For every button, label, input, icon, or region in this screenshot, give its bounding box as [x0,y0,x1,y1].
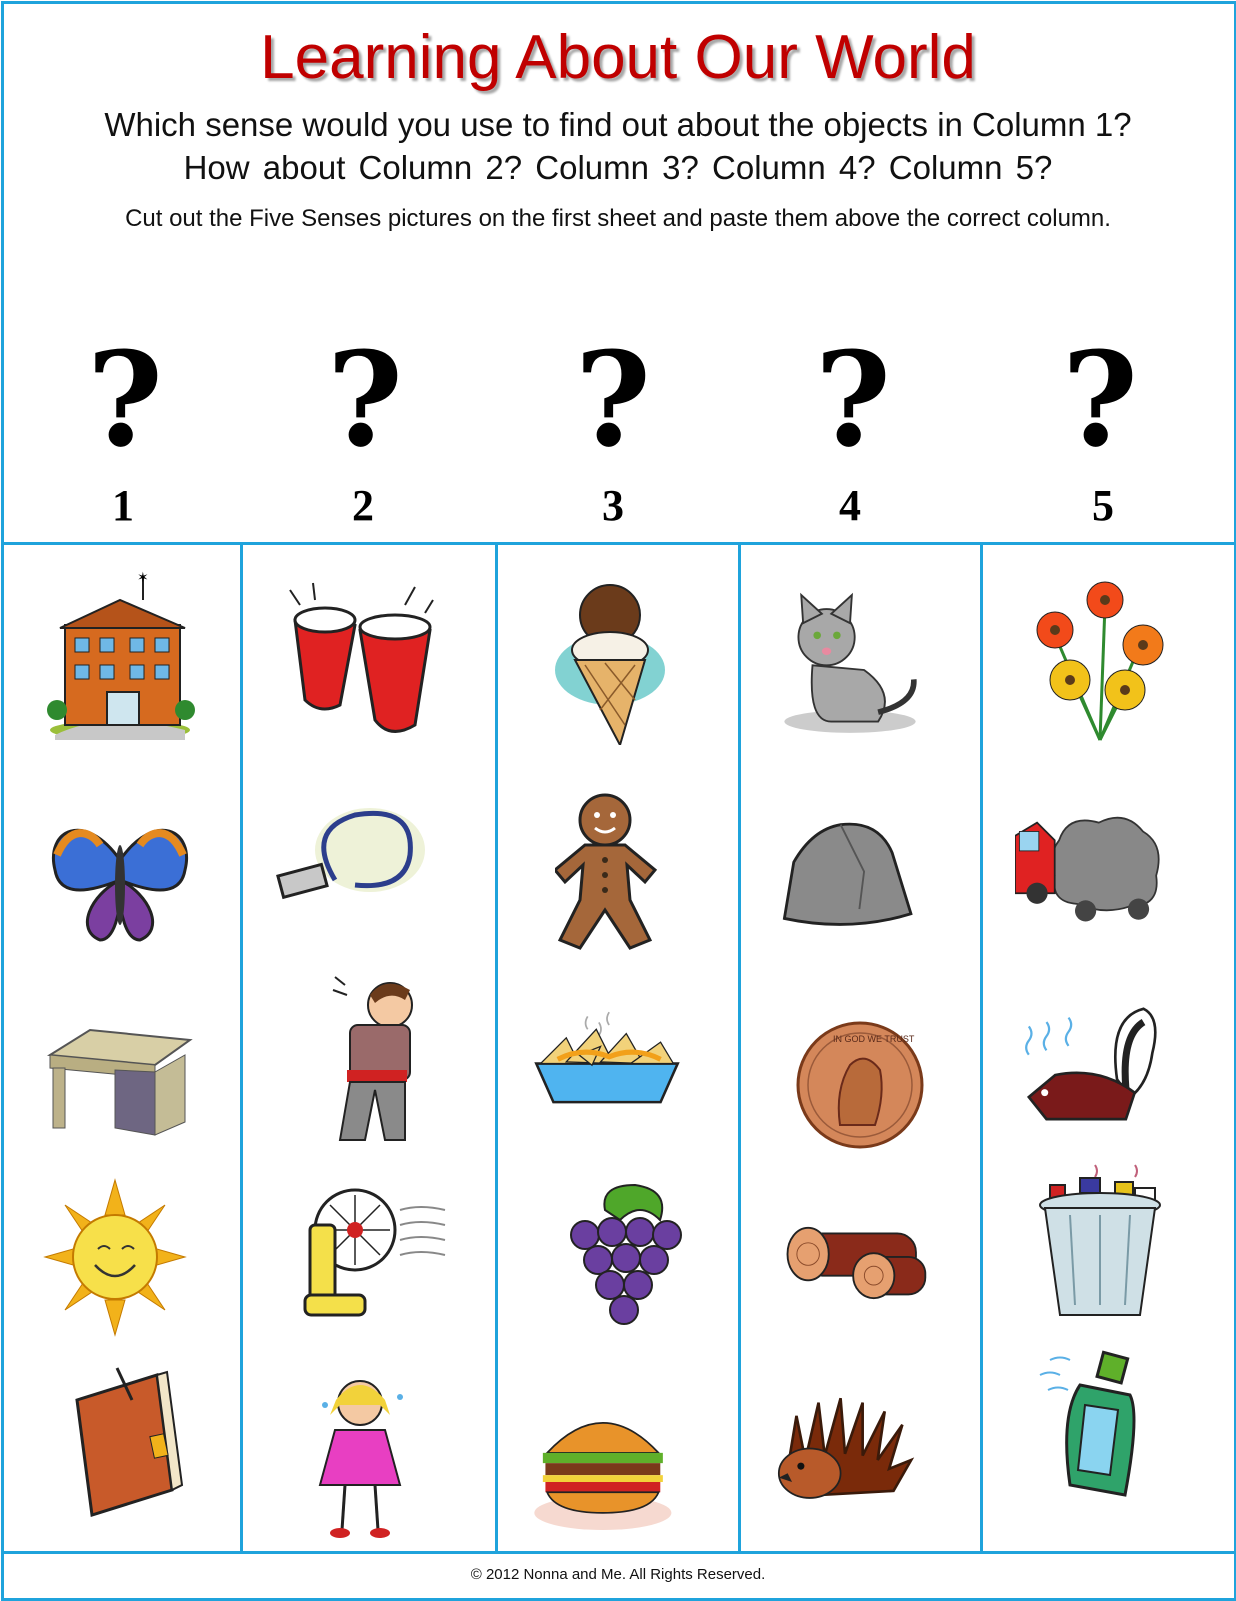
column-divider-3 [738,545,741,1553]
question-mark-2: ? [326,323,404,476]
conga-drums-icon [285,575,435,745]
column-number-1: 1 [112,481,134,530]
column-number-2: 2 [352,481,374,530]
svg-text:✶: ✶ [137,570,149,585]
perfume-spray-icon [1030,1335,1180,1505]
hamburger-icon [530,1385,680,1555]
flowers-icon [1025,575,1175,745]
column-number-4: 4 [839,481,861,530]
kitten-icon [775,585,925,755]
question-mark-3: ? [574,323,652,476]
gingerbread-man-icon [555,790,705,960]
question-line-2: How about Column 2? Column 3? Column 4? Column 5? [183,149,1053,186]
penny-icon [795,1010,945,1180]
question-mark-4: ? [814,323,892,476]
grapes-icon [560,1180,710,1350]
electric-fan-icon [300,1170,450,1340]
rock-icon [775,810,925,980]
question-mark-1: ? [86,323,164,476]
instructions: Cut out the Five Senses pictures on the first sheet and paste them above the correct column. [125,205,1111,232]
logs-icon [780,1200,930,1370]
sun-icon [40,1175,190,1345]
school-building-icon [45,570,195,740]
book-icon [62,1360,212,1530]
car-exhaust-icon [1015,795,1165,965]
nachos-icon [532,1000,682,1170]
grid-top-line [1,542,1235,545]
whistle-icon [275,790,425,960]
desk-icon [45,1010,195,1180]
butterfly-icon [45,800,195,970]
column-divider-2 [495,545,498,1553]
svg-text:IN GOD WE TRUST: IN GOD WE TRUST [833,1034,915,1044]
crying-girl-icon [300,1375,450,1545]
copyright-footer: © 2012 Nonna and Me. All Rights Reserved. [470,1566,766,1583]
question-mark-5: ? [1061,323,1139,476]
question-line-1: Which sense would you use to find out about the objects in Column 1? [104,106,1132,143]
porcupine-icon [770,1375,920,1545]
shouting-boy-icon [305,975,455,1145]
ice-cream-cone-icon [550,575,700,745]
garbage-can-icon [1035,1160,1185,1330]
column-number-3: 3 [602,481,624,530]
column-number-5: 5 [1092,481,1114,530]
skunk-icon [1020,990,1170,1160]
column-divider-4 [980,545,983,1553]
worksheet-title: Learning About Our World [260,23,976,92]
column-divider-1 [240,545,243,1553]
